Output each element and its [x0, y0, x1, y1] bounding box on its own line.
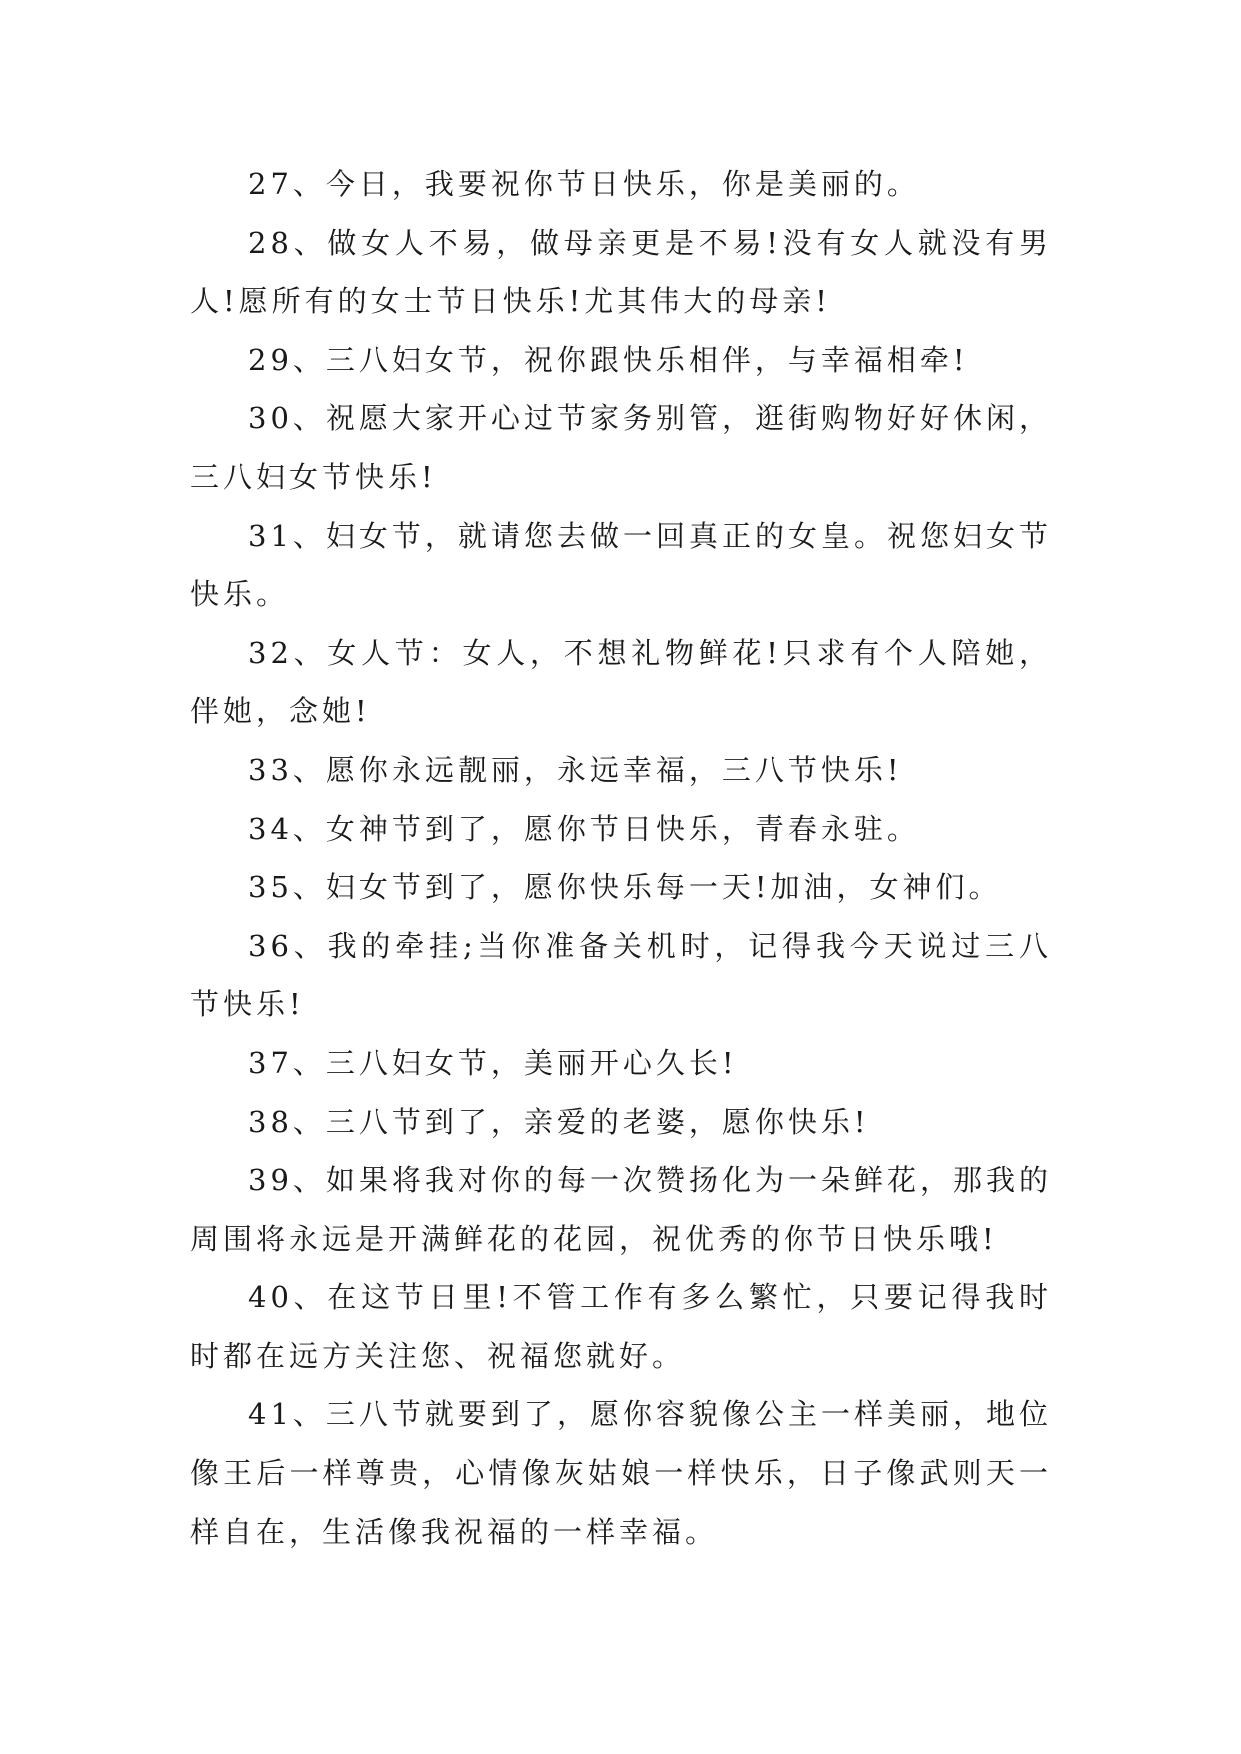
- paragraph-36: 36、我的牵挂;当你准备关机时，记得我今天说过三八节快乐!: [190, 928, 1052, 1022]
- paragraph-40: 40、在这节日里!不管工作有多么繁忙，只要记得我时时都在远方关注您、祝福您就好。: [190, 1280, 1052, 1373]
- paragraph-37: 37、三八妇女节，美丽开心久长!: [248, 1045, 738, 1080]
- paragraph-32: 32、女人节：女人，不想礼物鲜花!只求有个人陪她，伴她，念她!: [190, 635, 1052, 729]
- paragraph-34: 34、女神节到了，愿你节日快乐，青春永驻。: [248, 811, 920, 846]
- document-body: [190, 155, 1052, 1561]
- paragraph-31: 31、妇女节，就请您去做一回真正的女皇。祝您妇女节快乐。: [190, 518, 1052, 612]
- paragraph-39: 39、如果将我对你的每一次赞扬化为一朵鲜花，那我的周围将永远是开满鲜花的花园，祝优秀的你节日快乐哦!: [190, 1163, 1052, 1256]
- paragraph-41: 41、三八节就要到了，愿你容貌像公主一样美丽，地位像王后一样尊贵，心情像灰姑娘一样快乐，日子像武则天一样自在，生活像我祝福的一样幸福。: [190, 1397, 1052, 1549]
- paragraph-38: 38、三八节到了，亲爱的老婆，愿你快乐!: [248, 1104, 870, 1139]
- paragraph-29: 29、三八妇女节，祝你跟快乐相伴，与幸福相牵!: [248, 342, 969, 377]
- paragraph-28: 28、做女人不易，做母亲更是不易!没有女人就没有男人!愿所有的女士节日快乐!尤其伟大的母亲!: [190, 225, 1052, 319]
- paragraph-30: 30、祝愿大家开心过节家务别管，逛街购物好好休闲，三八妇女节快乐!: [190, 401, 1052, 494]
- paragraph-33: 33、愿你永远靓丽，永远幸福，三八节快乐!: [248, 752, 903, 787]
- paragraph-35: 35、妇女节到了，愿你快乐每一天!加油，女神们。: [248, 870, 1002, 905]
- paragraph-27: 27、今日，我要祝你节日快乐，你是美丽的。: [248, 167, 920, 201]
